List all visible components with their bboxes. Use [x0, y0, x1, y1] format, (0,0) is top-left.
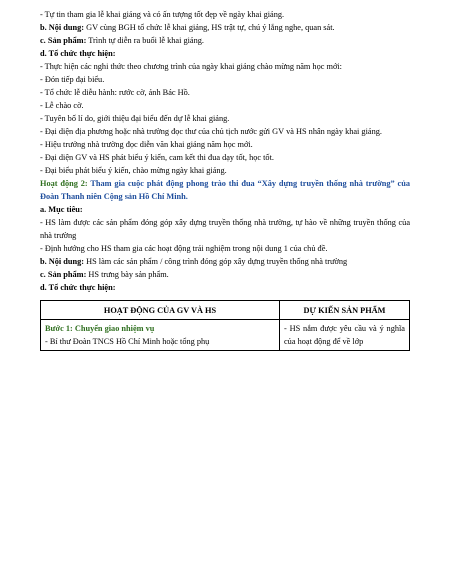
paragraph: - Định hướng cho HS tham gia các hoạt động trải nghiệm trong nội dung 1 của chủ đề.	[40, 244, 328, 253]
table-header-cell: HOẠT ĐỘNG CỦA GV VÀ HS	[41, 301, 280, 320]
text: GV cùng BGH tổ chức lễ khai giảng, HS trật tự, chú ý lắng nghe, quan sát.	[84, 23, 335, 32]
table-cell: - HS nắm được yêu cầu và ý nghĩa của hoạt động để về lớp	[280, 320, 410, 351]
label: c. Sản phẩm:	[40, 270, 87, 279]
step-label: Bước 1: Chuyển giao nhiệm vụ	[45, 324, 155, 333]
paragraph: - Đại biểu phát biểu ý kiến, chào mừng ngày khai giảng.	[40, 166, 227, 175]
cell-text: - Bí thư Đoàn TNCS Hồ Chí Minh hoặc tổng phụ	[45, 337, 210, 346]
paragraph: - Đại diện GV và HS phát biểu ý kiến, cam kết thi đua dạy tốt, học tốt.	[40, 153, 274, 162]
paragraph	[40, 21, 410, 34]
section-heading: d. Tổ chức thực hiện:	[40, 283, 116, 292]
text: HS trưng bày sản phẩm.	[86, 270, 169, 279]
label: b. Nội dung:	[40, 23, 85, 32]
label: b. Nội dung:	[40, 257, 85, 266]
table-row	[41, 320, 410, 351]
paragraph: - Tuyên bố lí do, giới thiệu đại biểu đến dự lễ khai giảng.	[40, 114, 230, 123]
paragraph: - Đón tiếp đại biểu.	[40, 75, 105, 84]
paragraph: - Tổ chức lễ diễu hành: rước cờ, ảnh Bác Hồ.	[40, 88, 190, 97]
activity-label: Hoạt động 2:	[40, 179, 88, 188]
table-cell	[41, 320, 280, 351]
label: c. Sản phẩm:	[40, 36, 87, 45]
paragraph: - HS làm được các sản phẩm đóng góp xây dựng truyền thống nhà trường, tự hào về những truyền thống của nhà trường	[40, 218, 410, 240]
section-heading: a. Mục tiêu:	[40, 205, 83, 214]
activity-heading	[40, 177, 410, 203]
paragraph: - Tự tin tham gia lễ khai giảng và có ấn tượng tốt đẹp về ngày khai giảng.	[40, 10, 285, 19]
paragraph	[40, 34, 410, 47]
paragraph	[40, 255, 410, 268]
paragraph: - Lễ chào cờ.	[40, 101, 84, 110]
table-header-row	[41, 301, 410, 320]
text: HS làm các sản phẩm / công trình đóng góp xây dựng truyền thống nhà trường	[84, 257, 348, 266]
paragraph: - Thực hiện các nghi thức theo chương trình của ngày khai giảng chào mừng năm học mới:	[40, 62, 342, 71]
paragraph: - Đại diện địa phương hoặc nhà trường đọc thư của chủ tịch nước gửi GV và HS nhân ngày khai giảng.	[40, 127, 382, 136]
text: Trình tự diễn ra buổi lễ khai giảng.	[86, 36, 204, 45]
section-heading: d. Tổ chức thực hiện:	[40, 49, 116, 58]
activity-table	[40, 300, 410, 351]
paragraph	[40, 268, 410, 281]
activity-title: Tham gia cuộc phát động phong trào thi đua “Xây dựng truyền thống nhà trường” của Đoàn Thanh niên Cộng sản Hồ Chí Minh.	[40, 179, 410, 201]
table-header-cell: DỰ KIẾN SẢN PHẨM	[280, 301, 410, 320]
paragraph: - Hiệu trưởng nhà trường đọc diễn văn khai giảng năm học mới.	[40, 140, 253, 149]
